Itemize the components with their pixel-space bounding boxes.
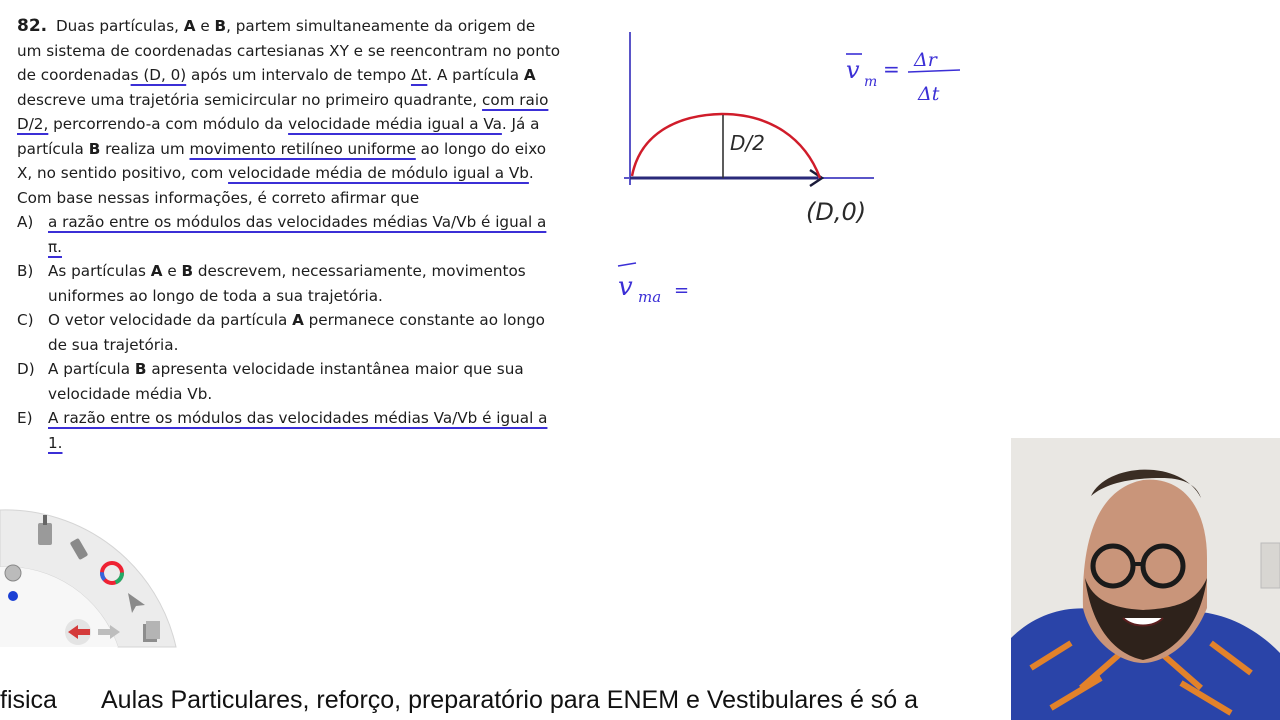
highlight-mru: movimento retilíneo uniforme (189, 139, 416, 158)
annotation-tool-wheel (0, 505, 180, 650)
statement-text: e (195, 17, 215, 35)
highlight-coord: s (D, 0) (130, 66, 187, 84)
particle-b: B (214, 17, 227, 35)
wall-switch (1261, 543, 1280, 588)
highlight-radius: com raio D/2, (17, 90, 549, 133)
option-a (17, 210, 562, 259)
option-letter: A) (17, 213, 34, 231)
formula-vma (618, 263, 689, 306)
formula-vm (846, 49, 960, 105)
highlight-va: velocidade média igual a Va (288, 115, 502, 133)
vector-arrow-icon (618, 263, 636, 266)
particle-a: A (150, 262, 163, 280)
statement-text: . Com base nessas informações, é correto afirmar que (17, 164, 534, 207)
statement-text: descreve uma trajetória semicircular no primeiro quadrante, (17, 90, 483, 109)
ticker-brand: fisica (0, 686, 57, 714)
option-c (17, 308, 562, 357)
option-letter: D) (17, 360, 35, 378)
highlight-vb: velocidade média de módulo igual a Vb (228, 164, 529, 182)
particle-a: A (523, 66, 536, 84)
statement-text: Duas partículas, (55, 17, 184, 35)
radius-label: D/2 (730, 131, 765, 155)
option-letter: C) (17, 311, 34, 329)
option-text: O vetor velocidade da partícula (48, 311, 293, 329)
option-d (17, 357, 562, 406)
particle-a: A (292, 311, 304, 329)
option-text: e (162, 262, 182, 280)
particle-b: B (181, 262, 194, 280)
formula-eq: = (883, 57, 900, 81)
question-number: 82. (17, 16, 48, 36)
option-e (17, 406, 562, 455)
statement-text: . A partícula (427, 66, 524, 84)
particle-a: A (183, 17, 196, 35)
option-text: A razão entre os módulos das velocidades médias Va/Vb é igual a 1. (48, 409, 548, 452)
vma-sub: ma (638, 288, 662, 306)
statement-text: , partem simultaneamente da origem de um sistema de coordenadas cartesianas XY e se reencontram no ponto de coordenada (17, 17, 561, 84)
option-text: As partículas (48, 262, 151, 280)
option-b (17, 259, 562, 308)
question-block (17, 14, 562, 455)
webcam-overlay (1011, 438, 1280, 720)
particle-b: B (134, 360, 147, 378)
formula-lhs: v (846, 56, 860, 84)
option-text: apresenta velocidade instantânea maior que sua velocidade média Vb. (48, 360, 524, 403)
option-letter: B) (17, 262, 34, 280)
option-text: A partícula (48, 360, 135, 378)
option-text: permanece constante ao longo de sua trajetória. (48, 311, 545, 354)
statement-text: percorrendo-a com módulo da (48, 115, 289, 133)
vma-lhs: v (618, 272, 633, 302)
statement-text: . Já a partícula (17, 115, 540, 158)
statement-text: ao longo do eixo X, no sentido positivo, com (17, 139, 547, 182)
point-label: (D,0) (806, 198, 867, 226)
clear-page-icon[interactable] (143, 621, 160, 642)
option-letter: E) (17, 409, 33, 427)
formula-sub: m (864, 74, 878, 90)
ticker-message: Aulas Particulares, reforço, preparatório para ENEM e Vestibulares é só a (101, 686, 919, 714)
statement-text: após um intervalo de tempo (186, 66, 411, 84)
option-text: descrevem, necessariamente, movimentos uniformes ao longo de toda a sua trajetória. (48, 262, 526, 305)
highlight-dt: Δt (410, 66, 428, 84)
formula-den: Δt (918, 83, 940, 105)
statement-text: realiza um (100, 139, 190, 158)
particle-b: B (88, 139, 101, 158)
vma-eq: = (674, 280, 690, 301)
undo-icon[interactable] (65, 619, 91, 645)
option-text: a razão entre os módulos das velocidades médias Va/Vb é igual a π. (48, 213, 547, 256)
sketch-canvas[interactable] (580, 20, 1000, 320)
ticker-bar (0, 683, 1011, 717)
question-statement (17, 14, 562, 210)
trajectory-a (632, 114, 820, 178)
formula-num: Δr (914, 49, 937, 71)
